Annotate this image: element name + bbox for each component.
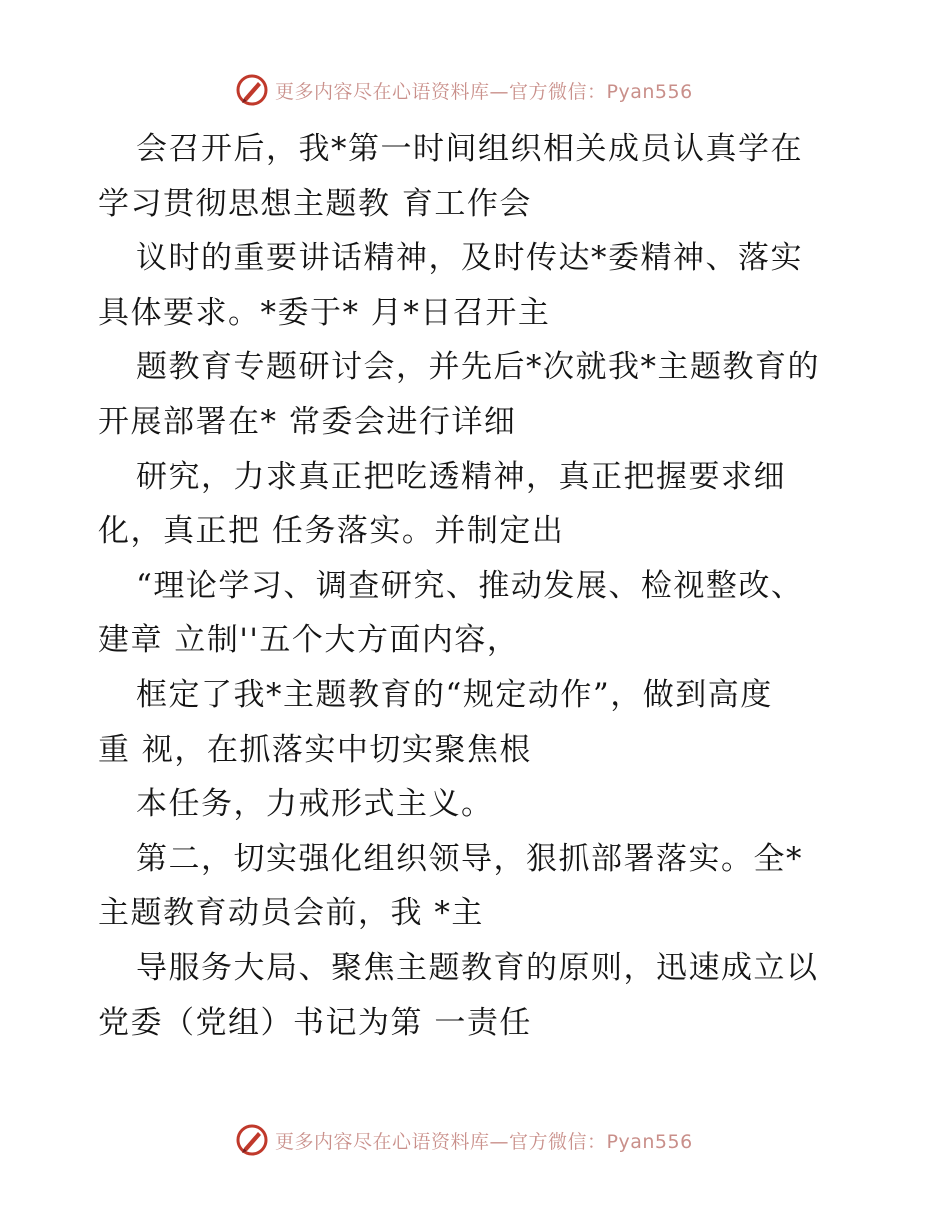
- text-line: 第二，切实强化组织领导，狠抓部署落实。全*: [136, 840, 803, 877]
- text-line: “理论学习、调查研究、推动发展、检视整改、: [136, 567, 804, 604]
- header-watermark: [235, 72, 755, 108]
- text-line: 化，真正把 任务落实。并制定出: [98, 513, 565, 550]
- text-line: 学习贯彻思想主题教 育工作会: [98, 185, 532, 222]
- pen-logo-icon: [235, 73, 269, 107]
- text-line: 开展部署在* 常委会进行详细: [98, 403, 517, 440]
- watermark-text: 更多内容尽在心语资料库—官方微信：Pyan556: [275, 80, 693, 103]
- document-body: [98, 122, 858, 1050]
- text-line: 议时的重要讲话精神，及时传达*委精神、落实: [136, 240, 803, 277]
- text-line: 具体要求。*委于* 月*日召开主: [98, 294, 551, 331]
- text-line: 党委（党组）书记为第 一责任: [98, 1004, 532, 1041]
- text-line: 研究，力求真正把吃透精神，真正把握要求细: [136, 458, 786, 495]
- text-line: 框定了我*主题教育的“规定动作”，做到高度: [136, 676, 773, 713]
- text-line: 题教育专题研讨会，并先后*次就我*主题教育的: [136, 349, 820, 386]
- text-line: 主题教育动员会前，我 *主: [98, 895, 484, 932]
- pen-logo-icon: [235, 1123, 269, 1157]
- text-line: 重 视，在抓落实中切实聚焦根: [98, 731, 532, 768]
- text-line: 导服务大局、聚焦主题教育的原则，迅速成立以: [136, 949, 819, 986]
- watermark-text: 更多内容尽在心语资料库—官方微信：Pyan556: [275, 1130, 693, 1153]
- text-line: 建章 立制''五个大方面内容，: [98, 622, 520, 659]
- footer-watermark: [235, 1122, 755, 1158]
- text-line: 会召开后，我*第一时间组织相关成员认真学在: [136, 131, 803, 167]
- text-line: 本任务，力戒形式主义。: [136, 786, 494, 823]
